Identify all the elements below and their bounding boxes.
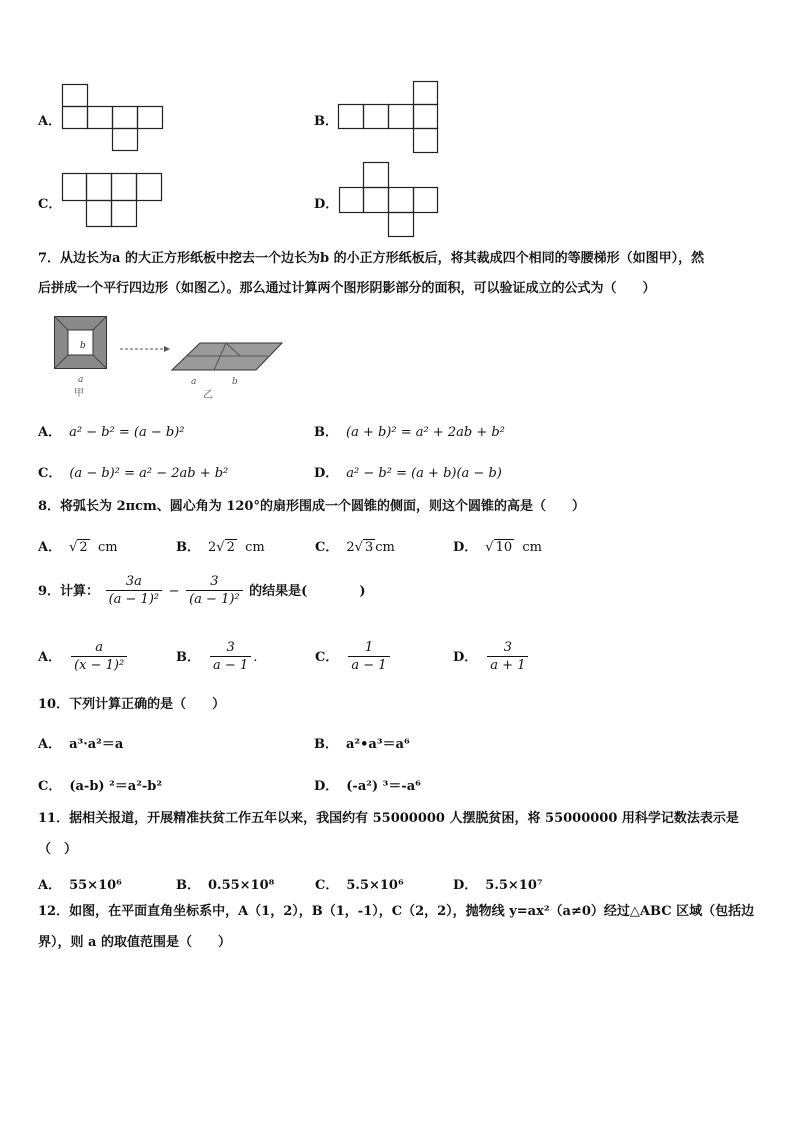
q7-option-d[interactable]: [314, 462, 502, 481]
q7-fig-a2-label: a: [191, 377, 197, 387]
q11-option-d-value: 5.5×10⁷: [485, 878, 543, 893]
q6-net-c-figure: [62, 173, 164, 229]
q11-option-b-value: 0.55×10⁸: [208, 878, 275, 893]
q8-option-c-unit: cm: [375, 540, 395, 555]
q9-option-d-label: D．: [453, 650, 478, 665]
q8-option-b-unit: cm: [245, 540, 265, 555]
q9-fraction-1: $\frac{3a}{\text{(a − 1)²}}$: [106, 574, 163, 609]
q7-option-c-label: C．: [38, 466, 62, 481]
q10-option-a[interactable]: [38, 733, 123, 752]
q10-option-d-label: D．: [314, 779, 339, 794]
q10-option-c[interactable]: [38, 775, 162, 794]
q11-option-c-value: 5.5×10⁶: [346, 878, 404, 893]
q12-stem-line2: 界），则 a 的取值范围是（ ）: [38, 935, 231, 950]
q7-figure: [54, 316, 294, 400]
q9-option-a[interactable]: [38, 640, 129, 675]
q8-option-d[interactable]: D． √ 10 cm: [453, 540, 542, 555]
q9-option-b-tail: .: [253, 650, 258, 665]
q7-option-b-formula: (a + b)² = a² + 2ab + b²: [346, 425, 505, 440]
q9-option-d-fraction: $\frac{3}{a + 1}$: [487, 640, 528, 675]
q8-option-b-radicand: 2: [226, 540, 235, 555]
q8-option-c-radicand: 3: [364, 540, 374, 555]
q7-option-b[interactable]: [314, 421, 505, 440]
q8-option-c-label: C．: [315, 540, 339, 555]
q11-stem-line1: 11．据相关报道，开展精准扶贫工作五年以来，我国约有 55000000 人摆脱贫困，将 55000000 用科学记数法表示是: [38, 811, 739, 826]
q9-minus: −: [168, 584, 180, 599]
q7-option-c[interactable]: [38, 462, 228, 481]
q9-prefix: 9．计算：: [38, 584, 100, 599]
q7-fig-jia-label: 甲: [74, 388, 84, 399]
q7-option-d-formula: a² − b² = (a + b)(a − b): [346, 466, 502, 481]
q7-option-a-formula: a² − b² = (a − b)²: [69, 425, 185, 440]
q8-stem: 8．将弧长为 2πcm、圆心角为 120°的扇形围成一个圆锥的侧面，则这个圆锥的高是（ ）: [38, 499, 585, 514]
q10-option-b[interactable]: [314, 733, 410, 752]
q8-option-c-coef: 2: [346, 540, 355, 555]
q7-option-b-label: B．: [314, 425, 338, 440]
q9-option-d[interactable]: [453, 640, 530, 675]
q9-option-b-fraction: $\frac{3}{a - 1}$: [210, 640, 251, 675]
q8-option-b-label: B．: [176, 540, 200, 555]
q9-option-a-fraction: $\frac{a}{\text{(x − 1)²}}$: [71, 640, 127, 675]
q7-fig-b2-label: b: [232, 377, 238, 387]
q8-option-d-label: D．: [453, 540, 478, 555]
q10-option-c-expr: (a-b) ²＝a²-b²: [69, 779, 163, 794]
q9-fraction-2: $\frac{3}{\text{(a − 1)²}}$: [186, 574, 243, 609]
q8-option-b-coef: 2: [208, 540, 217, 555]
q8-option-d-radicand: 10: [495, 540, 513, 555]
q6-net-a-figure: [62, 84, 166, 154]
q6-option-c-label[interactable]: C．: [38, 197, 62, 212]
q11-option-c-label: C．: [315, 878, 339, 893]
q6-net-d-figure: [339, 162, 441, 239]
q11-option-d[interactable]: [453, 874, 543, 893]
q8-option-b[interactable]: B． 2√ 2 cm: [176, 540, 265, 555]
q7-option-c-formula: (a − b)² = a² − 2ab + b²: [69, 466, 229, 481]
q7-fig-a-label: a: [78, 375, 84, 385]
q9-suffix: 的结果是( ): [249, 584, 366, 599]
q8-option-a-label: A．: [38, 540, 62, 555]
q11-option-a-label: A．: [38, 878, 62, 893]
q7-fig-b-label: b: [80, 341, 86, 351]
q10-option-d-expr: (-a²) ³＝-a⁶: [346, 779, 421, 794]
q8-option-a-unit: cm: [97, 540, 118, 555]
q11-option-b-label: B．: [176, 878, 200, 893]
q9-stem: [38, 574, 365, 609]
q7-option-d-label: D．: [314, 466, 339, 481]
q11-option-a[interactable]: [38, 874, 122, 893]
q9-option-c[interactable]: [315, 640, 392, 675]
q11-option-d-label: D．: [453, 878, 478, 893]
q10-option-b-label: B．: [314, 737, 338, 752]
q7-option-a-label: A．: [38, 425, 62, 440]
q6-option-b-label[interactable]: B．: [314, 114, 338, 129]
q6-option-d-label[interactable]: D．: [314, 197, 339, 212]
q7-option-a[interactable]: [38, 421, 185, 440]
q11-option-b[interactable]: [176, 874, 274, 893]
q9-option-c-label: C．: [315, 650, 339, 665]
q11-option-a-value: 55×10⁶: [69, 878, 122, 893]
q9-option-b-label: B．: [176, 650, 200, 665]
q11-stem-line2: （ ）: [38, 842, 78, 857]
q9-option-b[interactable]: [176, 640, 257, 675]
q10-option-b-expr: a²•a³＝a⁶: [346, 737, 410, 752]
q7-stem-line1: 7．从边长为a 的大正方形纸板中挖去一个边长为b 的小正方形纸板后，将其裁成四个相同的等腰梯形（如图甲），然: [38, 251, 705, 266]
q10-option-a-label: A．: [38, 737, 62, 752]
q9-option-a-label: A．: [38, 650, 62, 665]
q7-fig-yi-label: 乙: [203, 390, 213, 401]
q6-net-b-figure: [338, 81, 440, 155]
q11-option-c[interactable]: [315, 874, 404, 893]
q12-stem-line1: 12．如图，在平面直角坐标系中，A（1，2），B（1，-1），C（2，2），抛物线 y=ax²（a≠0）经过△ABC 区域（包括边: [38, 904, 755, 919]
q10-option-d[interactable]: [314, 775, 421, 794]
q6-option-a-label[interactable]: A．: [38, 114, 62, 129]
q10-option-c-label: C．: [38, 779, 62, 794]
q8-option-c[interactable]: C． 2√ 3 cm: [315, 540, 395, 555]
q8-option-a[interactable]: A． √ 2 cm: [38, 540, 118, 555]
q8-option-a-radicand: 2: [79, 540, 88, 555]
q7-stem-line2: 后拼成一个平行四边形（如图乙）。那么通过计算两个图形阴影部分的面积，可以验证成立的公式为（ ）: [38, 281, 656, 296]
q10-stem: 10．下列计算正确的是（ ）: [38, 697, 226, 712]
q9-option-c-fraction: $\frac{1}{a - 1}$: [348, 640, 389, 675]
q10-option-a-expr: a³·a²＝a: [69, 737, 124, 752]
q8-option-d-unit: cm: [522, 540, 542, 555]
